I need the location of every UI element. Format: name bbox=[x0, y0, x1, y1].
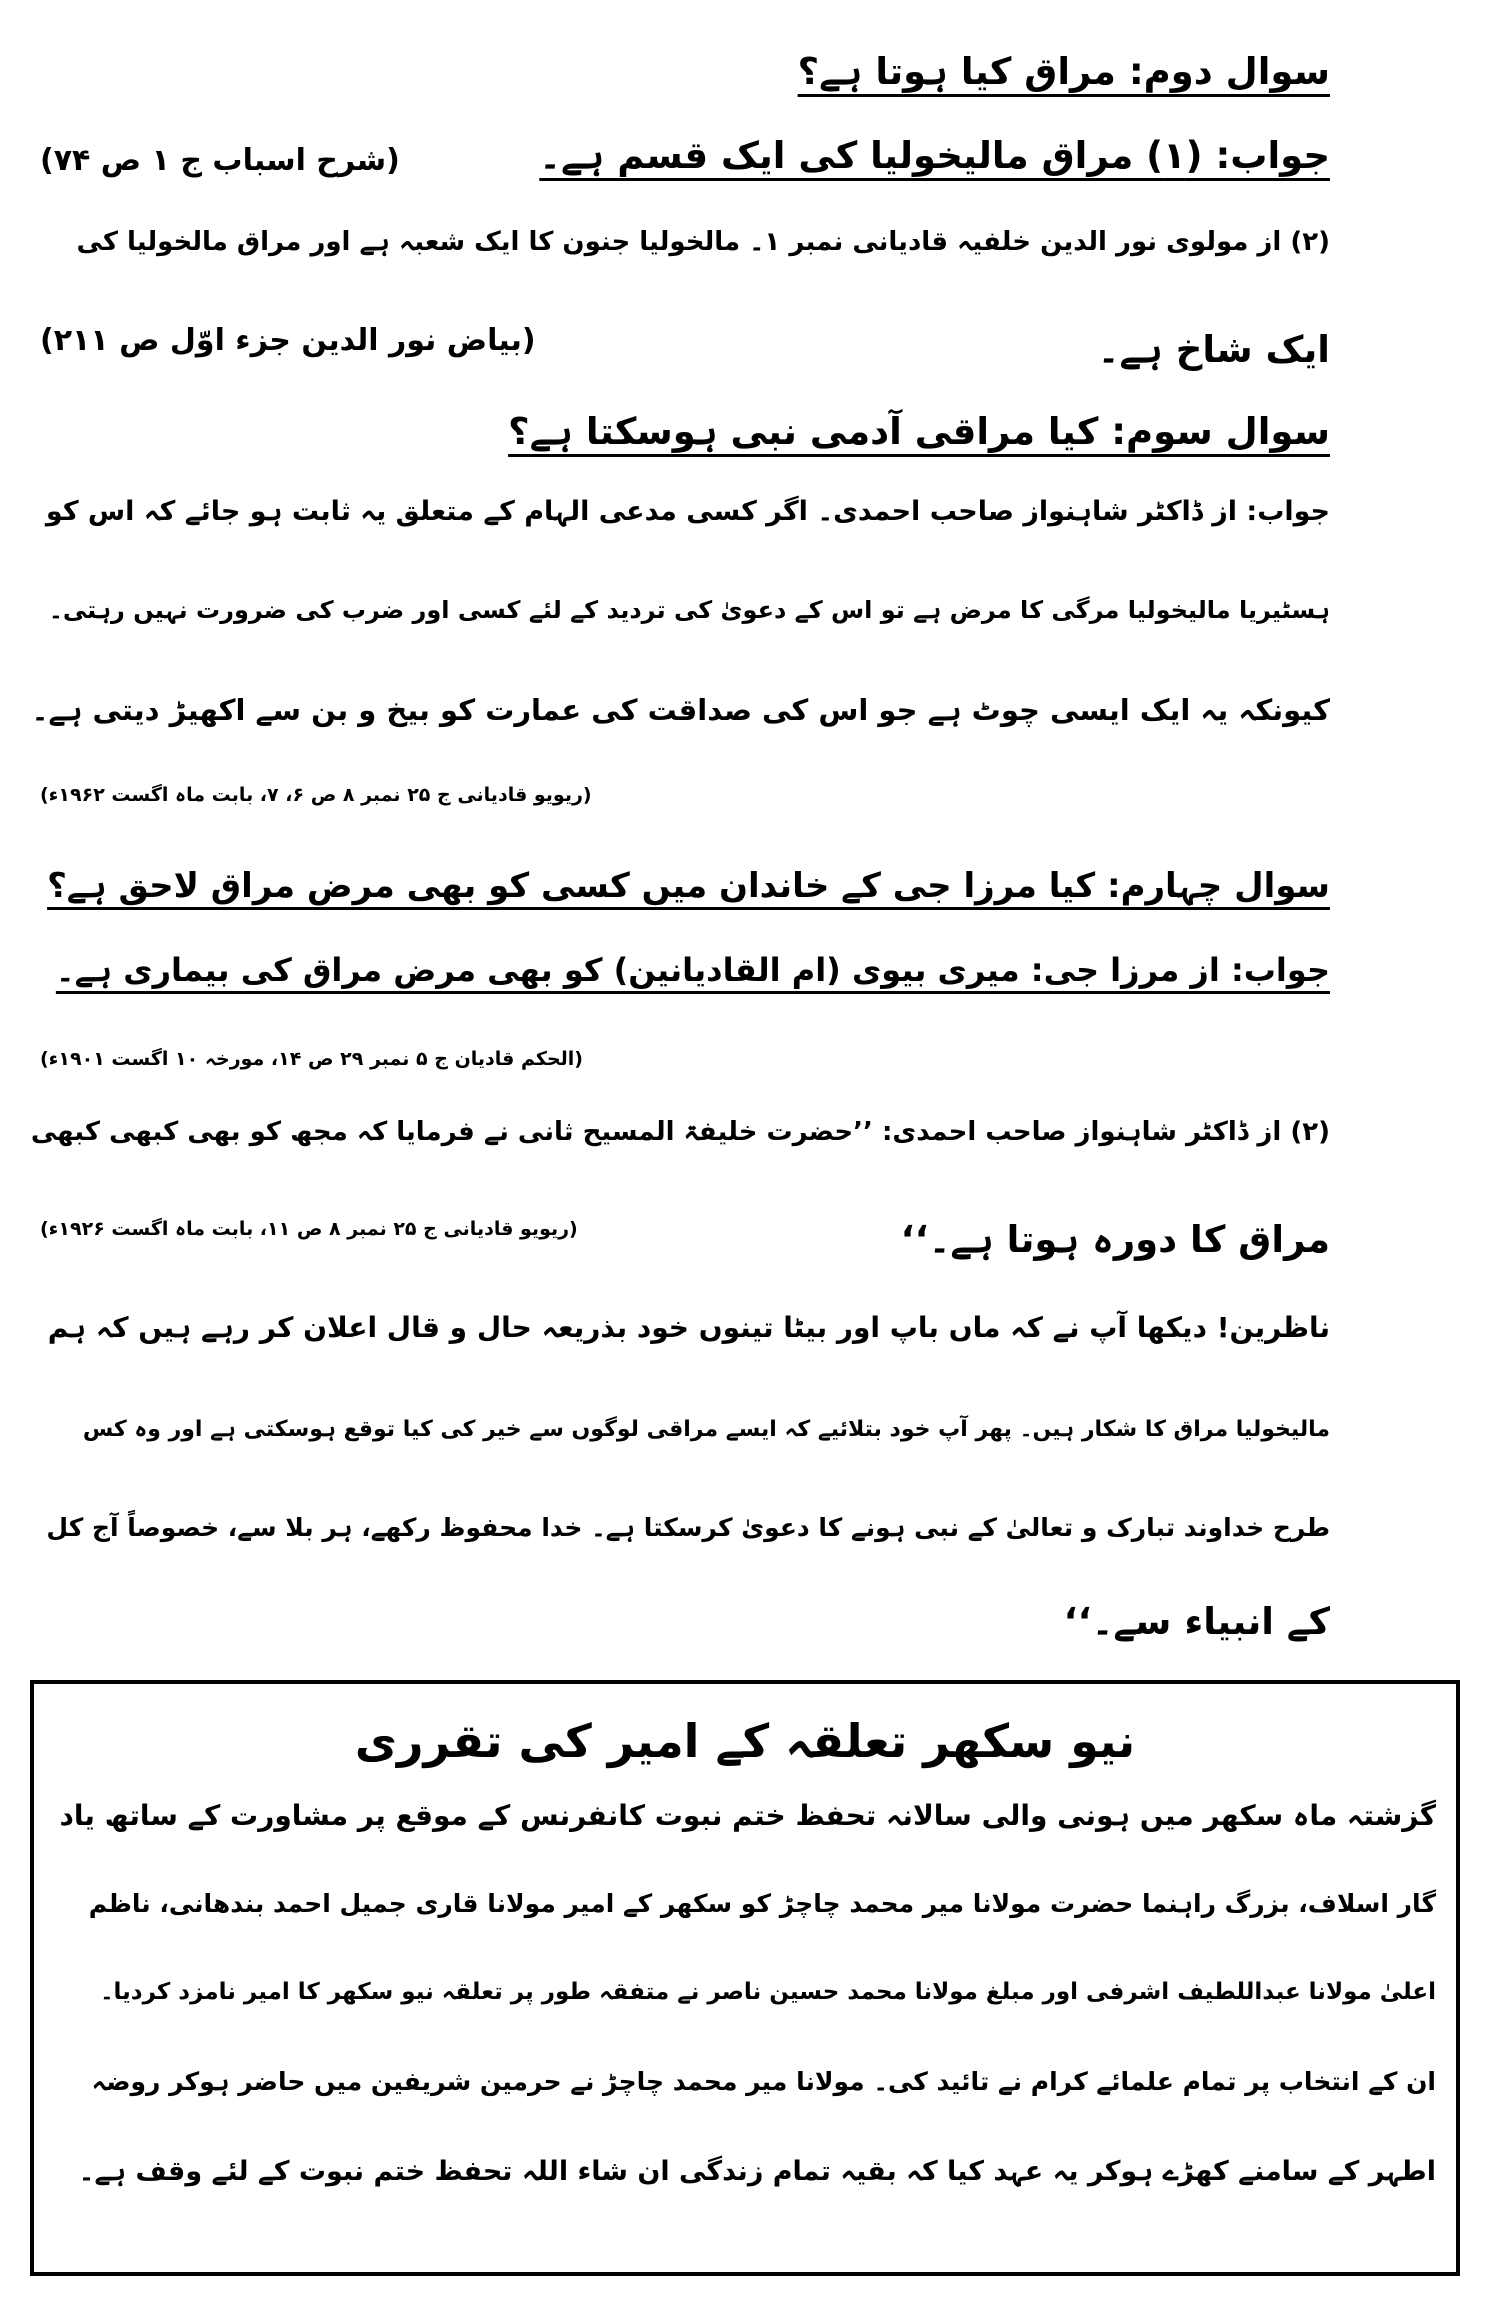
announcement-line-1: گزشتہ ماہ سکھر میں ہونی والی سالانہ تحفظ ختم نبوت کانفرنس کے موقع پر مشاورت کے ساتھ یاد bbox=[59, 1799, 1436, 1832]
citation-bayaz: (بیاض نور الدین جزء اوّل ص ۲۱۱) bbox=[40, 323, 536, 358]
answer-three-line-1: جواب: از ڈاکٹر شاہنواز صاحب احمدی۔ اگر کسی مدعی الہام کے متعلق یہ ثابت ہو جائے کہ اس کو bbox=[45, 496, 1330, 527]
announcement-box bbox=[30, 1680, 1460, 2276]
question-four-heading bbox=[30, 856, 1330, 916]
announcement-line-3: اعلیٰ مولانا عبداللطیف اشرفی اور مبلغ مولانا محمد حسین ناصر نے متفقہ طور پر تعلقہ نیو سکھر کا امیر نامزد کردیا۔ bbox=[100, 1979, 1436, 2005]
answer-three-line-3: کیونکہ یہ ایک ایسی چوٹ ہے جو اس کی صداقت کی عمارت کو بیخ و بن سے اکھیڑ دیتی ہے۔ bbox=[31, 693, 1330, 727]
conclusion-line-4: کے انبیاء سے۔‘‘ bbox=[1063, 1600, 1330, 1643]
answer-two-line-2: ایک شاخ ہے۔ bbox=[1097, 328, 1330, 371]
question-three-heading bbox=[30, 402, 1330, 462]
question-three-text: سوال سوم: کیا مراقی آدمی نبی ہوسکتا ہے؟ bbox=[508, 410, 1330, 453]
citation-sharh-asbab: (شرح اسباب ج ۱ ص ۷۴) bbox=[40, 143, 400, 178]
answer-two-line-1: (۲) از مولوی نور الدین خلفیہ قادیانی نمبر ۱۔ مالخولیا جنون کا ایک شعبہ ہے اور مراق مالخولیا کی bbox=[76, 227, 1330, 257]
conclusion-line-3: طرح خداوند تبارک و تعالیٰ کے نبی ہونے کا دعویٰ کرسکتا ہے۔ خدا محفوظ رکھے، ہر بلا سے، خصوصاً آج کل bbox=[46, 1513, 1330, 1542]
announcement-line-5: اطہر کے سامنے کھڑے ہوکر یہ عہد کیا کہ بقیہ تمام زندگی ان شاء اللہ تحفظ ختم نبوت کے لئے وقف ہے۔ bbox=[78, 2156, 1436, 2187]
question-four-text: سوال چہارم: کیا مرزا جی کے خاندان میں کسی کو بھی مرض مراق لاحق ہے؟ bbox=[47, 866, 1330, 906]
citation-review-1926: (ریویو قادیانی ج ۲۵ نمبر ۸ ص ۱۱، بابت ماہ اگست ۱۹۲۶ء) bbox=[40, 1218, 578, 1240]
answer-three-line-2: ہسٹیریا مالیخولیا مرگی کا مرض ہے تو اس کے دعویٰ کی تردید کے لئے کسی اور ضرب کی ضرورت نہیں رہتی۔ bbox=[48, 596, 1330, 624]
citation-alhakam: (الحکم قادیان ج ۵ نمبر ۲۹ ص ۱۴، مورخہ ۱۰ اگست ۱۹۰۱ء) bbox=[40, 1048, 583, 1070]
question-two-heading bbox=[30, 42, 1330, 102]
announcement-line-4: ان کے انتخاب پر تمام علمائے کرام نے تائید کی۔ مولانا میر محمد چاچڑ نے حرمین شریفین میں حاضر ہوکر روضہ bbox=[91, 2067, 1436, 2096]
announcement-line-2: گار اسلاف، بزرگ راہنما حضرت مولانا میر محمد چاچڑ کو سکھر کے امیر مولانا قاری جمیل احمد بندھانی، ناظم bbox=[88, 1889, 1436, 1918]
conclusion-line-2: مالیخولیا مراق کا شکار ہیں۔ پھر آپ خود بتلائیے کہ ایسے مراقی لوگوں سے خیر کی کیا توقع ہوسکتی ہے اور وہ کس bbox=[82, 1417, 1330, 1442]
answer-one-text: جواب: (۱) مراق مالیخولیا کی ایک قسم ہے۔ bbox=[539, 134, 1330, 177]
answer-four-part-two-line-2: مراق کا دورہ ہوتا ہے۔‘‘ bbox=[900, 1218, 1330, 1261]
question-two-text: سوال دوم: مراق کیا ہوتا ہے؟ bbox=[797, 50, 1330, 93]
citation-review-1962: (ریویو قادیانی ج ۲۵ نمبر ۸ ص ۶، ۷، بابت ماہ اگست ۱۹۶۲ء) bbox=[40, 784, 592, 806]
answer-four-text: جواب: از مرزا جی: میری بیوی (ام القادیانین) کو بھی مرض مراق کی بیماری ہے۔ bbox=[55, 951, 1330, 989]
announcement-title: نیو سکھر تعلقہ کے امیر کی تقرری bbox=[354, 1714, 1136, 1768]
answer-four-line bbox=[30, 940, 1330, 1000]
conclusion-line-1: ناظرین! دیکھا آپ نے کہ ماں باپ اور بیٹا تینوں خود بذریعہ حال و قال اعلان کر رہے ہیں کہ ہم bbox=[47, 1311, 1330, 1344]
answer-four-part-two-line-1: (۲) از ڈاکٹر شاہنواز صاحب احمدی: ’’حضرت خلیفۃ المسیح ثانی نے فرمایا کہ مجھ کو بھی کبھی کبھی bbox=[30, 1117, 1330, 1147]
